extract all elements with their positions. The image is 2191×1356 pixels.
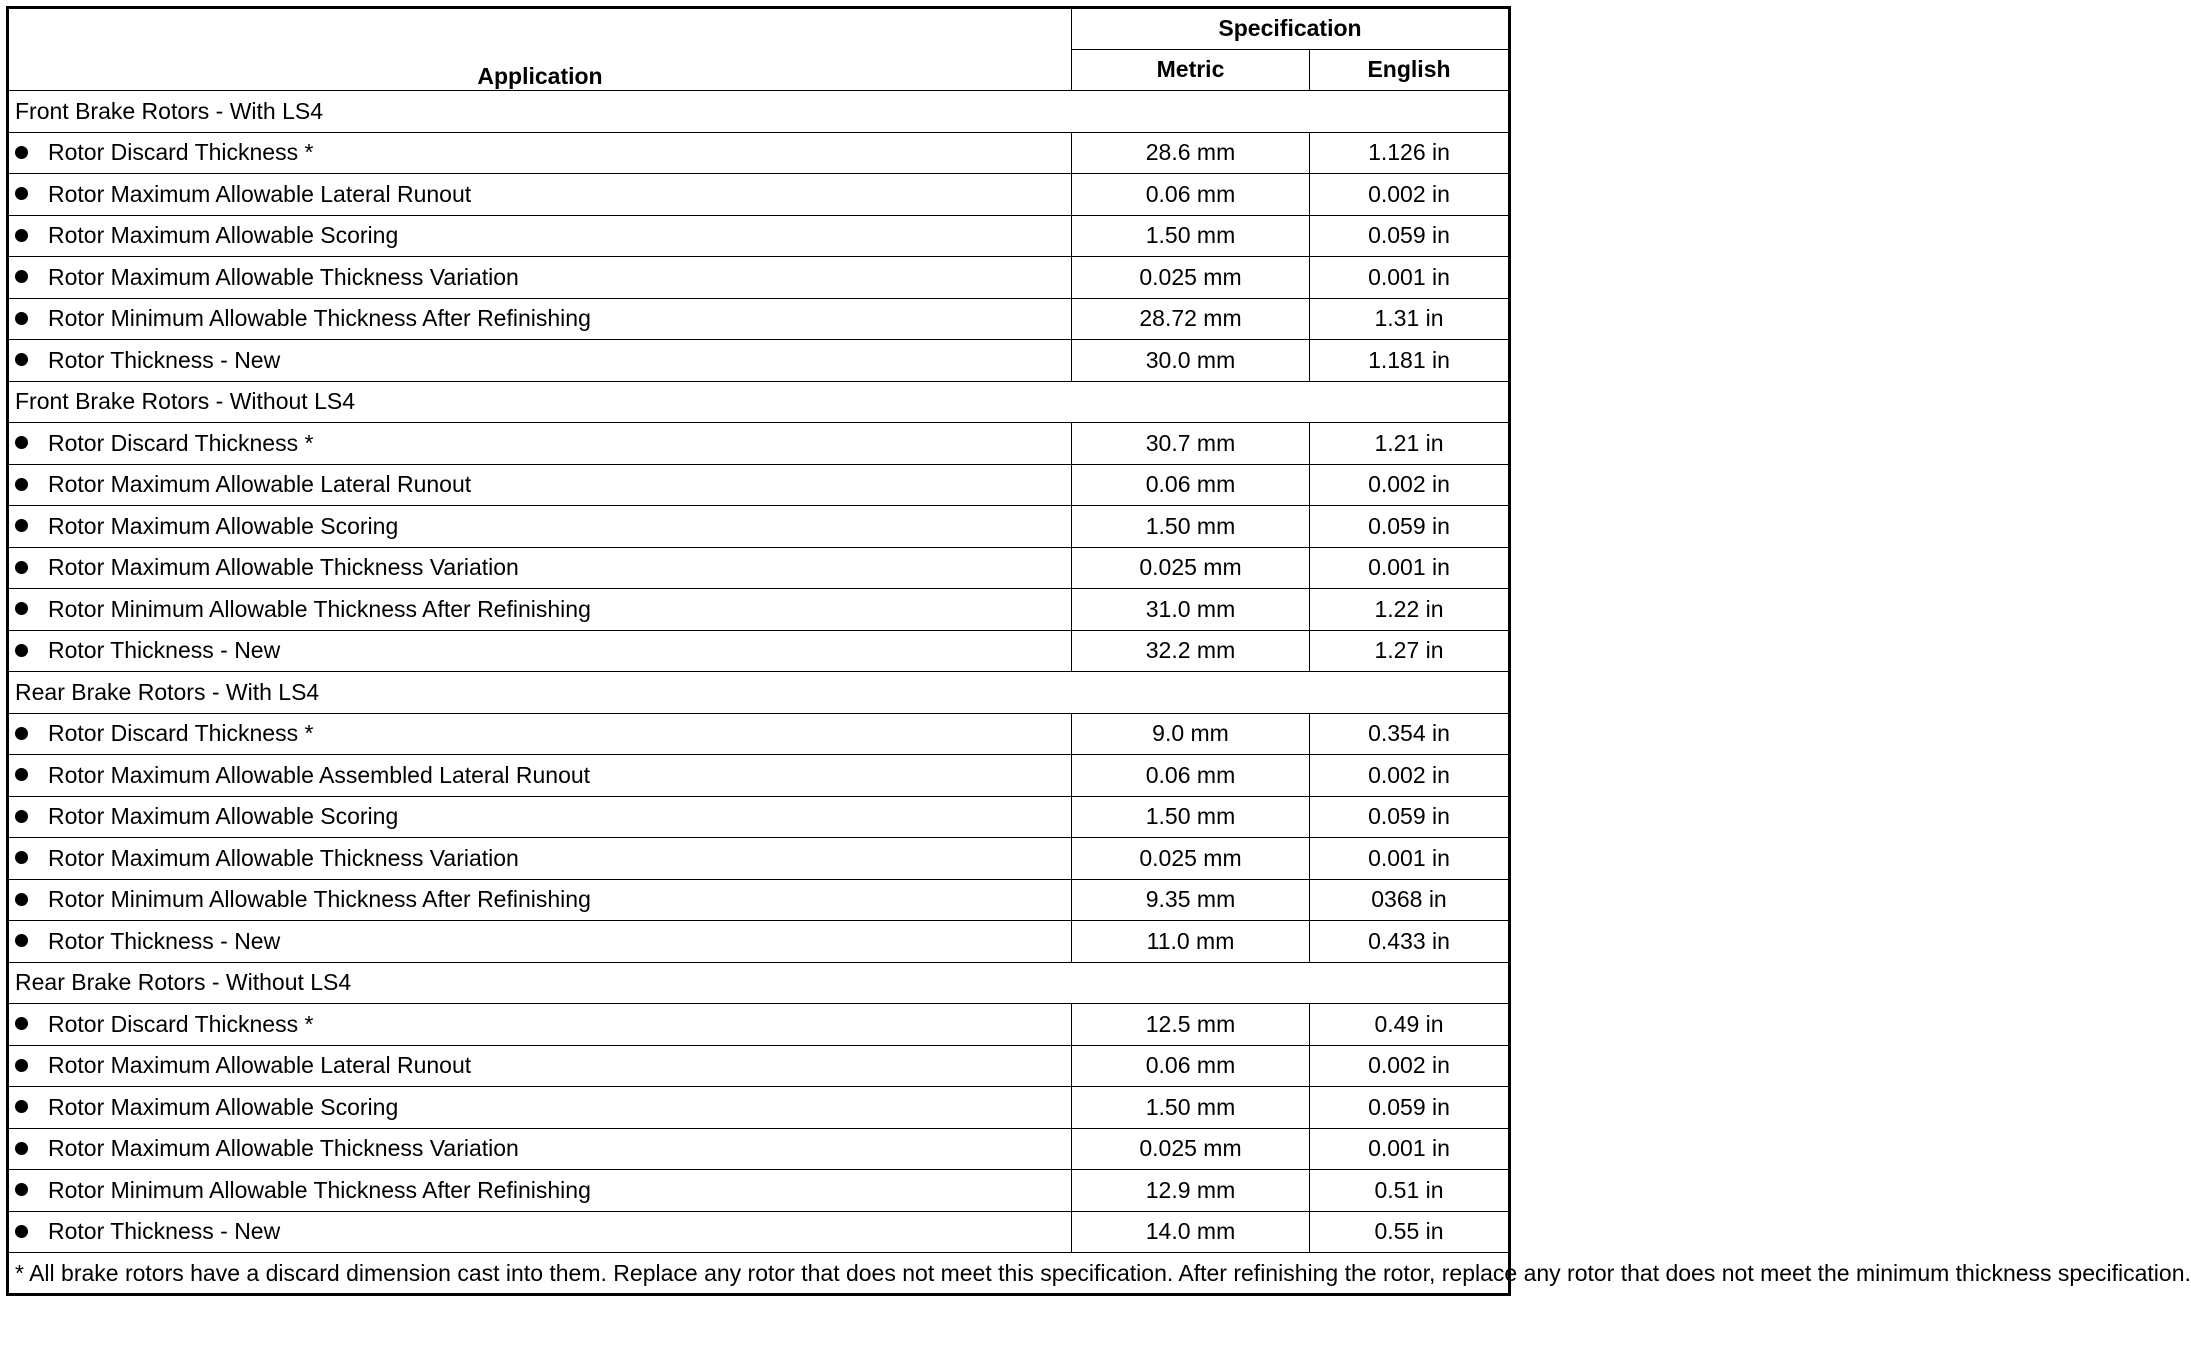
row-label: Rotor Discard Thickness *: [48, 1010, 314, 1037]
bullet-icon: [15, 602, 28, 615]
application-cell: [8, 1211, 1072, 1253]
bullet-icon: [15, 561, 28, 574]
english-value: 1.27 in: [1310, 630, 1510, 672]
bullet-icon: [15, 727, 28, 740]
table-row: [8, 257, 1510, 299]
row-label: Rotor Maximum Allowable Thickness Variation: [48, 263, 519, 290]
metric-value: 1.50 mm: [1072, 215, 1310, 257]
row-label: Rotor Maximum Allowable Scoring: [48, 512, 399, 539]
row-label: Rotor Maximum Allowable Lateral Runout: [48, 1052, 472, 1079]
metric-value: 14.0 mm: [1072, 1211, 1310, 1253]
metric-value: 0.025 mm: [1072, 1128, 1310, 1170]
metric-value: 0.06 mm: [1072, 174, 1310, 216]
bullet-icon: [15, 1225, 28, 1238]
section-row: [8, 962, 1510, 1004]
metric-value: 0.06 mm: [1072, 755, 1310, 797]
english-header: English: [1310, 49, 1510, 91]
row-label: Rotor Minimum Allowable Thickness After Refinishing: [48, 886, 591, 913]
table-header: [8, 8, 1510, 91]
table-row: [8, 1170, 1510, 1212]
table-row: [8, 464, 1510, 506]
bullet-icon: [15, 187, 28, 200]
table-row: [8, 506, 1510, 548]
application-cell: [8, 423, 1072, 465]
english-value: 1.22 in: [1310, 589, 1510, 631]
english-value: 0.49 in: [1310, 1004, 1510, 1046]
row-label: Rotor Maximum Allowable Thickness Variation: [48, 844, 519, 871]
metric-value: 31.0 mm: [1072, 589, 1310, 631]
english-value: 0.059 in: [1310, 796, 1510, 838]
table-row: [8, 630, 1510, 672]
application-cell: [8, 713, 1072, 755]
metric-value: 30.0 mm: [1072, 340, 1310, 382]
table-row: [8, 589, 1510, 631]
english-value: 0.354 in: [1310, 713, 1510, 755]
row-label: Rotor Maximum Allowable Lateral Runout: [48, 180, 472, 207]
english-value: 1.21 in: [1310, 423, 1510, 465]
english-value: 0.002 in: [1310, 1045, 1510, 1087]
table-row: [8, 132, 1510, 174]
bullet-icon: [15, 644, 28, 657]
row-label: Rotor Maximum Allowable Scoring: [48, 1093, 399, 1120]
english-value: 0.001 in: [1310, 838, 1510, 880]
row-label: Rotor Thickness - New: [48, 346, 281, 373]
bullet-icon: [15, 768, 28, 781]
table-row: [8, 1211, 1510, 1253]
table-row: [8, 298, 1510, 340]
application-cell: [8, 506, 1072, 548]
table-body: [8, 91, 1510, 1253]
bullet-icon: [15, 1017, 28, 1030]
application-header: Application: [8, 8, 1072, 91]
metric-value: 1.50 mm: [1072, 796, 1310, 838]
bullet-icon: [15, 353, 28, 366]
english-value: 1.31 in: [1310, 298, 1510, 340]
row-label: Rotor Maximum Allowable Assembled Lateral Runout: [48, 761, 591, 788]
application-cell: [8, 547, 1072, 589]
footnote-row: [8, 1253, 1510, 1295]
application-cell: [8, 1128, 1072, 1170]
application-cell: [8, 879, 1072, 921]
english-value: 0.55 in: [1310, 1211, 1510, 1253]
application-cell: [8, 755, 1072, 797]
section-title: Rear Brake Rotors - With LS4: [8, 672, 1510, 714]
table-row: [8, 755, 1510, 797]
metric-value: 1.50 mm: [1072, 506, 1310, 548]
metric-value: 32.2 mm: [1072, 630, 1310, 672]
application-cell: [8, 1004, 1072, 1046]
metric-value: 11.0 mm: [1072, 921, 1310, 963]
metric-value: 0.06 mm: [1072, 464, 1310, 506]
section-row: [8, 381, 1510, 423]
application-cell: [8, 174, 1072, 216]
english-value: 0.51 in: [1310, 1170, 1510, 1212]
english-value: 0.001 in: [1310, 257, 1510, 299]
bullet-icon: [15, 519, 28, 532]
bullet-icon: [15, 1059, 28, 1072]
application-cell: [8, 340, 1072, 382]
table-row: [8, 215, 1510, 257]
english-value: 0368 in: [1310, 879, 1510, 921]
metric-value: 0.025 mm: [1072, 257, 1310, 299]
bullet-icon: [15, 851, 28, 864]
application-cell: [8, 589, 1072, 631]
table-row: [8, 547, 1510, 589]
header-row-1: [8, 8, 1510, 50]
row-label: Rotor Minimum Allowable Thickness After Refinishing: [48, 305, 591, 332]
row-label: Rotor Discard Thickness *: [48, 139, 314, 166]
row-label: Rotor Maximum Allowable Scoring: [48, 803, 399, 830]
row-label: Rotor Maximum Allowable Thickness Variation: [48, 1135, 519, 1162]
english-value: 0.002 in: [1310, 174, 1510, 216]
bullet-icon: [15, 436, 28, 449]
row-label: Rotor Discard Thickness *: [48, 720, 314, 747]
table-row: [8, 174, 1510, 216]
metric-value: 9.35 mm: [1072, 879, 1310, 921]
spec-table: [6, 6, 2191, 1296]
section-title: Front Brake Rotors - Without LS4: [8, 381, 1510, 423]
bullet-icon: [15, 893, 28, 906]
application-cell: [8, 464, 1072, 506]
english-value: 1.126 in: [1310, 132, 1510, 174]
metric-value: 12.9 mm: [1072, 1170, 1310, 1212]
application-cell: [8, 838, 1072, 880]
table-row: [8, 1045, 1510, 1087]
row-label: Rotor Maximum Allowable Lateral Runout: [48, 471, 472, 498]
english-value: 0.002 in: [1310, 464, 1510, 506]
metric-value: 28.72 mm: [1072, 298, 1310, 340]
table-row: [8, 423, 1510, 465]
english-value: 0.059 in: [1310, 1087, 1510, 1129]
table-row: [8, 1087, 1510, 1129]
section-row: [8, 672, 1510, 714]
metric-value: 30.7 mm: [1072, 423, 1310, 465]
application-cell: [8, 298, 1072, 340]
english-value: 1.181 in: [1310, 340, 1510, 382]
application-cell: [8, 257, 1072, 299]
application-cell: [8, 1045, 1072, 1087]
application-cell: [8, 921, 1072, 963]
section-title: Rear Brake Rotors - Without LS4: [8, 962, 1510, 1004]
english-value: 0.433 in: [1310, 921, 1510, 963]
section-title: Front Brake Rotors - With LS4: [8, 91, 1510, 133]
bullet-icon: [15, 1142, 28, 1155]
bullet-icon: [15, 312, 28, 325]
application-cell: [8, 796, 1072, 838]
table-row: [8, 838, 1510, 880]
metric-header: Metric: [1072, 49, 1310, 91]
bullet-icon: [15, 478, 28, 491]
row-label: Rotor Thickness - New: [48, 927, 281, 954]
metric-value: 0.025 mm: [1072, 838, 1310, 880]
bullet-icon: [15, 229, 28, 242]
table-row: [8, 1128, 1510, 1170]
specification-header: Specification: [1072, 8, 1510, 50]
english-value: 0.059 in: [1310, 215, 1510, 257]
table-row: [8, 340, 1510, 382]
row-label: Rotor Minimum Allowable Thickness After Refinishing: [48, 595, 591, 622]
bullet-icon: [15, 1183, 28, 1196]
application-cell: [8, 132, 1072, 174]
metric-value: 1.50 mm: [1072, 1087, 1310, 1129]
row-label: Rotor Discard Thickness *: [48, 429, 314, 456]
english-value: 0.059 in: [1310, 506, 1510, 548]
english-value: 0.002 in: [1310, 755, 1510, 797]
bullet-icon: [15, 270, 28, 283]
table-row: [8, 879, 1510, 921]
row-label: Rotor Maximum Allowable Scoring: [48, 222, 399, 249]
metric-value: 28.6 mm: [1072, 132, 1310, 174]
metric-value: 12.5 mm: [1072, 1004, 1310, 1046]
table-row: [8, 796, 1510, 838]
table-row: [8, 713, 1510, 755]
metric-value: 0.06 mm: [1072, 1045, 1310, 1087]
row-label: Rotor Maximum Allowable Thickness Variation: [48, 554, 519, 581]
application-cell: [8, 1087, 1072, 1129]
english-value: 0.001 in: [1310, 1128, 1510, 1170]
application-cell: [8, 630, 1072, 672]
application-cell: [8, 1170, 1072, 1212]
metric-value: 0.025 mm: [1072, 547, 1310, 589]
footnote: * All brake rotors have a discard dimension cast into them. Replace any rotor that does not meet this specification. After refinishing the rotor, replace any rotor that does not meet the minimum thickness specification.: [8, 1253, 1510, 1295]
row-label: Rotor Minimum Allowable Thickness After Refinishing: [48, 1176, 591, 1203]
english-value: 0.001 in: [1310, 547, 1510, 589]
bullet-icon: [15, 810, 28, 823]
bullet-icon: [15, 1100, 28, 1113]
metric-value: 9.0 mm: [1072, 713, 1310, 755]
application-cell: [8, 215, 1072, 257]
table-row: [8, 1004, 1510, 1046]
table-footer: [8, 1253, 2191, 1295]
bullet-icon: [15, 934, 28, 947]
bullet-icon: [15, 146, 28, 159]
row-label: Rotor Thickness - New: [48, 637, 281, 664]
row-label: Rotor Thickness - New: [48, 1218, 281, 1245]
table-row: [8, 921, 1510, 963]
section-row: [8, 91, 1510, 133]
